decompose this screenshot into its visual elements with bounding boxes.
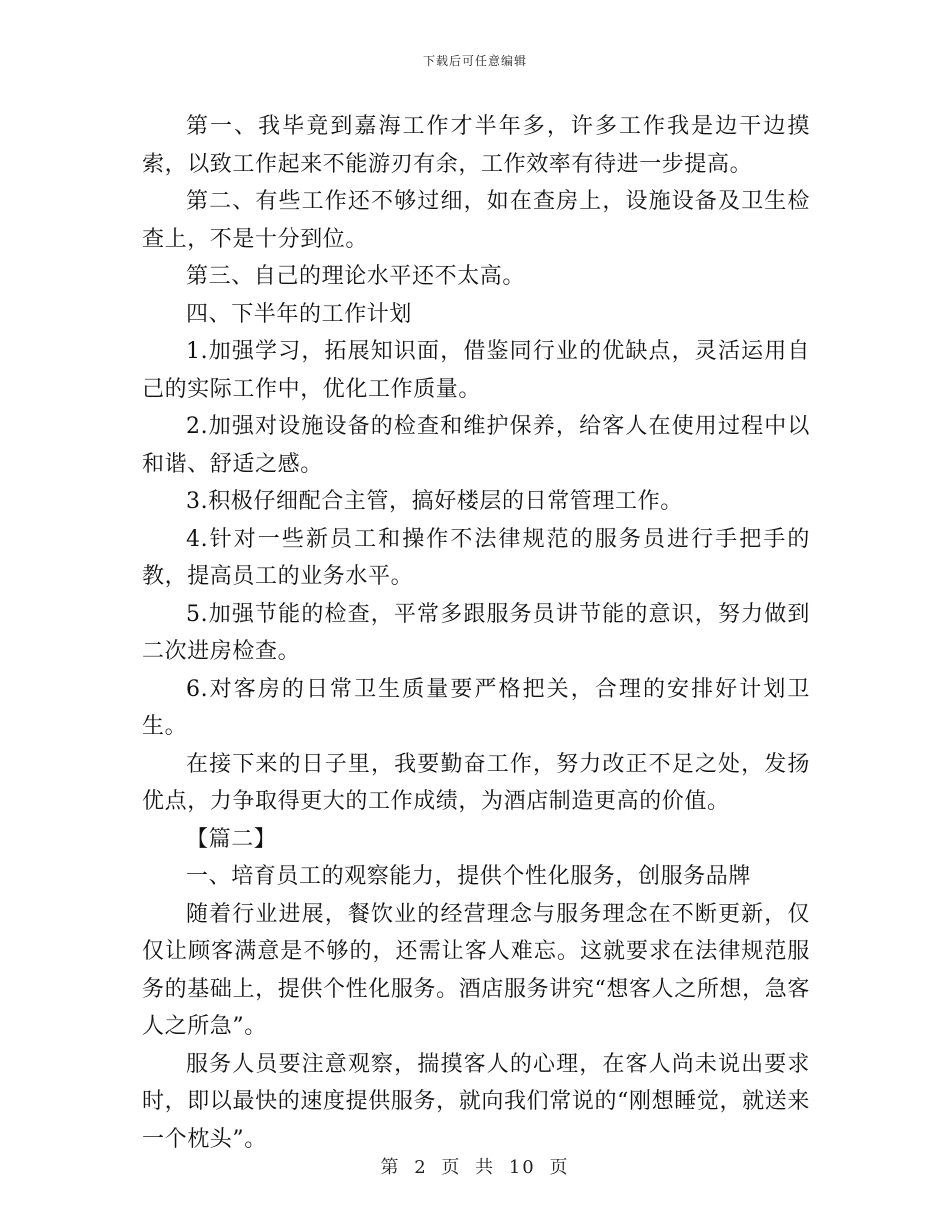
- paragraph-service: 随着行业进展，餐饮业的经营理念与服务理念在不断更新，仅仅让顾客满意是不够的，还需让客人难忘。这就要求在法律规范服务的基础上，提供个性化服务。酒店服务讲究“想客人之所想，急客人之所急”。: [142, 901, 810, 1039]
- page-number: 第 2 页 共 10 页: [380, 1157, 570, 1178]
- closing-paragraph: 在接下来的日子里，我要勤奋工作，努力改正不足之处，发扬优点，力争取得更大的工作成绩，为酒店制造更高的价值。: [142, 751, 810, 814]
- plan-item-5: 5.加强节能的检查，平常多跟服务员讲节能的意识，努力做到二次进房检查。: [142, 601, 810, 664]
- section-heading-plan: 四、下半年的工作计划: [186, 301, 413, 327]
- section-title-part-two: 【篇二】: [186, 826, 277, 852]
- paragraph-3: 第三、自己的理论水平还不太高。: [186, 264, 526, 289]
- plan-item-6: 6.对客房的日常卫生质量要严格把关，合理的安排好计划卫生。: [142, 676, 810, 739]
- subheading-1: 一、培育员工的观察能力，提供个性化服务，创服务品牌: [186, 864, 752, 889]
- plan-item-3: 3.积极仔细配合主管，搞好楼层的日常管理工作。: [186, 489, 683, 514]
- paragraph-1: 第一、我毕竟到嘉海工作才半年多，许多工作我是边干边摸索，以致工作起来不能游刃有余，工作效率有待进一步提高。: [142, 114, 810, 177]
- document-body: [142, 108, 810, 1158]
- page-header: 下载后可任意编辑: [422, 54, 527, 68]
- plan-item-4: 4.针对一些新员工和操作不法律规范的服务员进行手把手的教，提高员工的业务水平。: [142, 526, 810, 589]
- plan-item-2: 2.加强对设施设备的检查和维护保养，给客人在使用过程中以和谐、舒适之感。: [142, 414, 810, 477]
- paragraph-observation: 服务人员要注意观察，揣摸客人的心理，在客人尚未说出要求时，即以最快的速度提供服务，就向我们常说的“刚想睡觉，就送来一个枕头”。: [142, 1051, 810, 1152]
- plan-item-1: 1.加强学习，拓展知识面，借鉴同行业的优缺点，灵活运用自己的实际工作中，优化工作质量。: [142, 339, 810, 402]
- paragraph-2: 第二、有些工作还不够过细，如在查房上，设施设备及卫生检查上，不是十分到位。: [142, 189, 810, 252]
